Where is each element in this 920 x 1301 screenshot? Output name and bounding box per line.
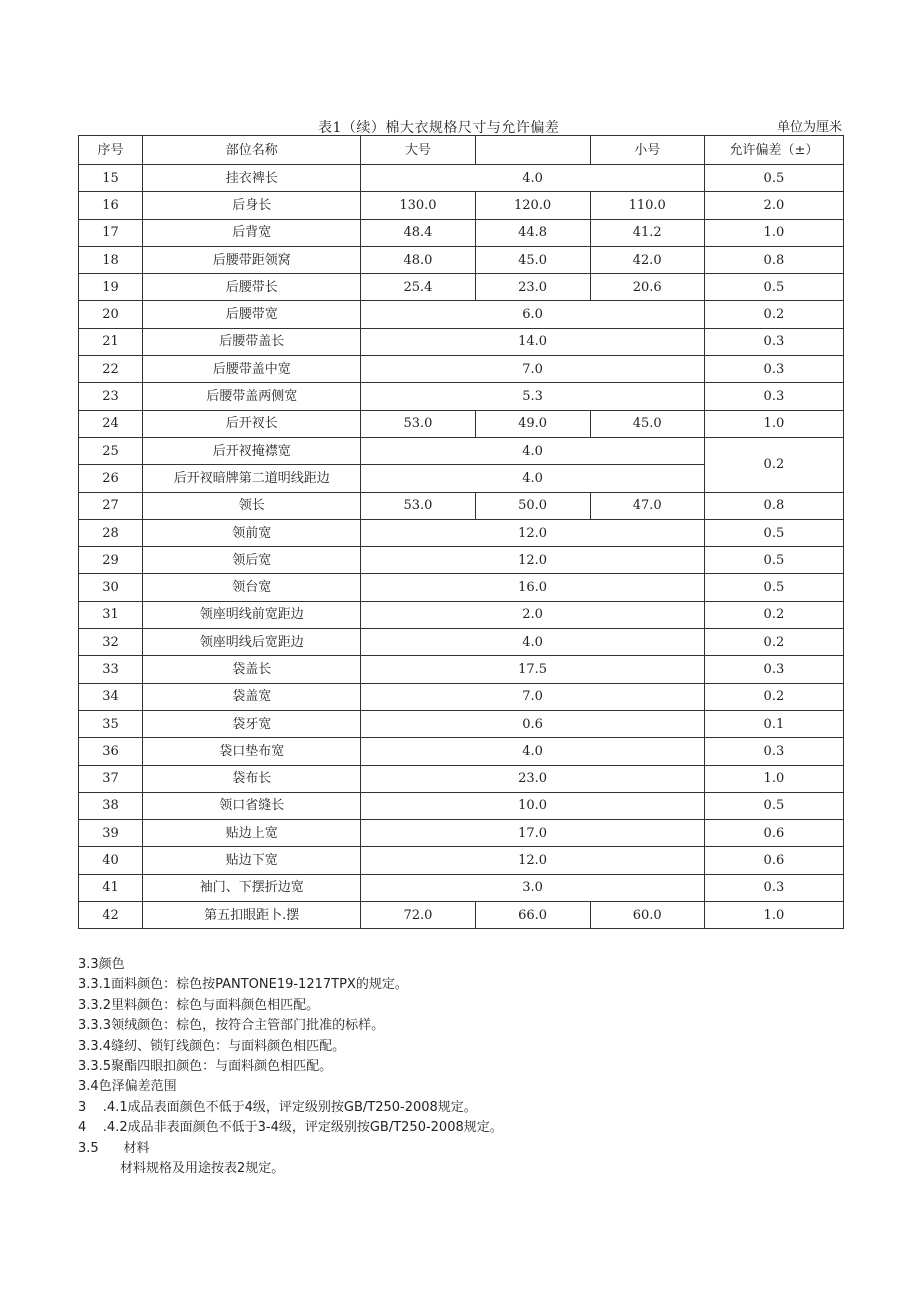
- table-cell: 4.0: [361, 465, 704, 492]
- table-cell: 第五扣眼距卜.摆: [143, 902, 361, 929]
- note-line: 3.3.5聚酯四眼扣颜色：与面料颜色相匹配。: [78, 1059, 333, 1075]
- table-row: [79, 301, 844, 328]
- table-cell: 袋盖长: [143, 656, 361, 683]
- table-cell: 0.3: [704, 383, 843, 410]
- table-cell: 7.0: [361, 356, 704, 383]
- notes-section: [78, 955, 844, 1179]
- table-cell: 16: [79, 192, 143, 219]
- note-line: 3.3.1面料颜色：棕色按PANTONE19-1217TPX的规定。: [78, 977, 408, 993]
- table-cell: 0.6: [704, 820, 843, 847]
- spec-table-body: [79, 136, 844, 929]
- table-cell: 42: [79, 902, 143, 929]
- table-cell: 14.0: [361, 328, 704, 355]
- table-cell: 袋牙宽: [143, 710, 361, 737]
- table-row: [79, 656, 844, 683]
- table-row: [79, 601, 844, 628]
- table-cell: 0.8: [704, 492, 843, 519]
- table-cell: 后腰带盖中宽: [143, 356, 361, 383]
- table-row: [79, 519, 844, 546]
- table-cell: 1.0: [704, 410, 843, 437]
- table-cell: 后开衩暗牌第二道明线距边: [143, 465, 361, 492]
- table-cell: 0.3: [704, 328, 843, 355]
- table-row: [79, 274, 844, 301]
- table-cell: 领前宽: [143, 519, 361, 546]
- table-cell: 18: [79, 246, 143, 273]
- table-row: [79, 492, 844, 519]
- table-cell: 10.0: [361, 792, 704, 819]
- table-cell: 34: [79, 683, 143, 710]
- table-cell: 0.5: [704, 574, 843, 601]
- table-cell: 23: [79, 383, 143, 410]
- table-cell: 20.6: [590, 274, 704, 301]
- table-cell: 贴边上宽: [143, 820, 361, 847]
- table-cell: 39: [79, 820, 143, 847]
- table-row: [79, 383, 844, 410]
- table-cell: 0.2: [704, 629, 843, 656]
- table-cell: 0.2: [704, 683, 843, 710]
- table-cell: 3.0: [361, 874, 704, 901]
- note-line: 3.3.3领绒颜色：棕色，按符合主管部门批准的标样。: [78, 1018, 385, 1034]
- table-row: [79, 765, 844, 792]
- table-cell: 20: [79, 301, 143, 328]
- table-cell: 12.0: [361, 847, 704, 874]
- table-cell: 0.1: [704, 710, 843, 737]
- table-row: [79, 574, 844, 601]
- table-cell: 领长: [143, 492, 361, 519]
- table-cell: 41.2: [590, 219, 704, 246]
- table-row: [79, 629, 844, 656]
- table-cell: 袋布长: [143, 765, 361, 792]
- table-cell: 42.0: [590, 246, 704, 273]
- note-line: 3.5 材料: [78, 1140, 150, 1156]
- note-line: 4 .4.2成品非表面颜色不低于3-4级，评定级别按GB/T250-2008规定。: [78, 1120, 503, 1136]
- table-cell: 72.0: [361, 902, 475, 929]
- table-cell: 后腰带长: [143, 274, 361, 301]
- table-row: [79, 847, 844, 874]
- table-cell: 41: [79, 874, 143, 901]
- table-row: [79, 437, 844, 464]
- table-cell: 32: [79, 629, 143, 656]
- table-cell: 28: [79, 519, 143, 546]
- table-caption: [78, 116, 844, 136]
- table-cell: 1.0: [704, 219, 843, 246]
- spec-table: [78, 135, 844, 929]
- table-cell: 12.0: [361, 519, 704, 546]
- table-cell: 0.3: [704, 874, 843, 901]
- table-cell: 50.0: [475, 492, 590, 519]
- table-cell: 后开衩长: [143, 410, 361, 437]
- table-cell: 挂衣裨长: [143, 165, 361, 192]
- table-cell: 0.5: [704, 547, 843, 574]
- table-cell: 领座明线前宽距边: [143, 601, 361, 628]
- table-cell: 44.8: [475, 219, 590, 246]
- table-cell: 49.0: [475, 410, 590, 437]
- note-line: 3 .4.1成品表面颜色不低于4级，评定级别按GB/T250-2008规定。: [78, 1099, 477, 1115]
- header-cell: 部位名称: [143, 136, 361, 165]
- table-row: [79, 219, 844, 246]
- table-row: [79, 738, 844, 765]
- table-cell: 110.0: [590, 192, 704, 219]
- table-cell: 17.5: [361, 656, 704, 683]
- note-line: 3.3.2里料颜色：棕色与面料颜色相匹配。: [78, 997, 320, 1013]
- header-cell: 序号: [79, 136, 143, 165]
- note-line: 3.3颜色: [78, 957, 125, 972]
- table-cell: 23.0: [475, 274, 590, 301]
- table-cell: 后腰带盖长: [143, 328, 361, 355]
- table-cell: 17.0: [361, 820, 704, 847]
- table-cell: 24: [79, 410, 143, 437]
- table-cell: 后开衩掩襟宽: [143, 437, 361, 464]
- table-cell: 30: [79, 574, 143, 601]
- table-title: 表1（续）棉大衣规格尺寸与允许偏差: [318, 120, 560, 136]
- note-line: 3.3.4缝纫、锁钉线颜色：与面料颜色相匹配。: [78, 1038, 346, 1054]
- table-row: [79, 246, 844, 273]
- table-cell: 0.5: [704, 792, 843, 819]
- table-cell: 1.0: [704, 765, 843, 792]
- table-cell: 领口省缝长: [143, 792, 361, 819]
- table-row: [79, 356, 844, 383]
- table-cell: 4.0: [361, 629, 704, 656]
- table-header-row: [79, 136, 844, 165]
- table-cell: 2.0: [361, 601, 704, 628]
- table-cell: 60.0: [590, 902, 704, 929]
- table-row: [79, 710, 844, 737]
- table-cell: 贴边下宽: [143, 847, 361, 874]
- table-cell: 袖门、下摆折边宽: [143, 874, 361, 901]
- table-cell: 4.0: [361, 165, 704, 192]
- table-cell: 130.0: [361, 192, 475, 219]
- table-cell: 0.5: [704, 519, 843, 546]
- table-cell: 38: [79, 792, 143, 819]
- table-cell: 5.3: [361, 383, 704, 410]
- table-cell: 66.0: [475, 902, 590, 929]
- table-row: [79, 192, 844, 219]
- table-cell: 0.3: [704, 738, 843, 765]
- table-cell: 0.3: [704, 656, 843, 683]
- note-line: 3.4色泽偏差范围: [78, 1079, 177, 1095]
- table-row: [79, 328, 844, 355]
- table-cell: 16.0: [361, 574, 704, 601]
- table-cell: 25.4: [361, 274, 475, 301]
- table-cell: 47.0: [590, 492, 704, 519]
- table-cell: 4.0: [361, 437, 704, 464]
- table-row: [79, 874, 844, 901]
- table-row: [79, 902, 844, 929]
- table-row: [79, 410, 844, 437]
- table-cell: 15: [79, 165, 143, 192]
- table-cell: 后身长: [143, 192, 361, 219]
- table-cell: 37: [79, 765, 143, 792]
- note-line: 材料规格及用途按表2规定。: [120, 1161, 285, 1177]
- table-cell: 17: [79, 219, 143, 246]
- table-cell: 领后宽: [143, 547, 361, 574]
- table-cell: 27: [79, 492, 143, 519]
- table-cell: 31: [79, 601, 143, 628]
- table-cell: 0.6: [361, 710, 704, 737]
- table-cell: 后腰带盖两侧宽: [143, 383, 361, 410]
- table-cell: 53.0: [361, 492, 475, 519]
- table-cell: 袋盖宽: [143, 683, 361, 710]
- table-cell: 23.0: [361, 765, 704, 792]
- table-cell: 29: [79, 547, 143, 574]
- table-cell: 53.0: [361, 410, 475, 437]
- table-cell: 4.0: [361, 738, 704, 765]
- table-cell: 0.3: [704, 356, 843, 383]
- table-row: [79, 820, 844, 847]
- table-cell: 后腰带距领窝: [143, 246, 361, 273]
- header-cell: 小号: [590, 136, 704, 165]
- table-cell: 0.5: [704, 165, 843, 192]
- table-cell: 0.2: [704, 301, 843, 328]
- table-cell: 后腰带宽: [143, 301, 361, 328]
- table-cell: 0.2: [704, 601, 843, 628]
- table-cell: 2.0: [704, 192, 843, 219]
- table-row: [79, 792, 844, 819]
- table-cell: 0.6: [704, 847, 843, 874]
- table-cell: 袋口垫布宽: [143, 738, 361, 765]
- table-cell: 48.4: [361, 219, 475, 246]
- table-cell: 40: [79, 847, 143, 874]
- table-cell: 36: [79, 738, 143, 765]
- table-row: [79, 165, 844, 192]
- table-cell: 后背宽: [143, 219, 361, 246]
- table-cell: 0.2: [704, 437, 843, 492]
- table-cell: 12.0: [361, 547, 704, 574]
- table-cell: 45.0: [475, 246, 590, 273]
- table-cell: 领座明线后宽距边: [143, 629, 361, 656]
- table-cell: 120.0: [475, 192, 590, 219]
- table-cell: 33: [79, 656, 143, 683]
- table-cell: 25: [79, 437, 143, 464]
- table-cell: 0.8: [704, 246, 843, 273]
- table-cell: 6.0: [361, 301, 704, 328]
- table-cell: 22: [79, 356, 143, 383]
- table-cell: 19: [79, 274, 143, 301]
- table-cell: 21: [79, 328, 143, 355]
- table-cell: 48.0: [361, 246, 475, 273]
- unit-note: 单位为厘米: [776, 120, 842, 135]
- table-cell: 26: [79, 465, 143, 492]
- table-cell: 35: [79, 710, 143, 737]
- table-cell: 7.0: [361, 683, 704, 710]
- table-cell: 领台宽: [143, 574, 361, 601]
- table-row: [79, 547, 844, 574]
- table-cell: 45.0: [590, 410, 704, 437]
- header-cell: [475, 136, 590, 165]
- table-row: [79, 683, 844, 710]
- table-cell: 1.0: [704, 902, 843, 929]
- header-cell: 允许偏差（±）: [704, 136, 843, 165]
- table-cell: 0.5: [704, 274, 843, 301]
- header-cell: 大号: [361, 136, 475, 165]
